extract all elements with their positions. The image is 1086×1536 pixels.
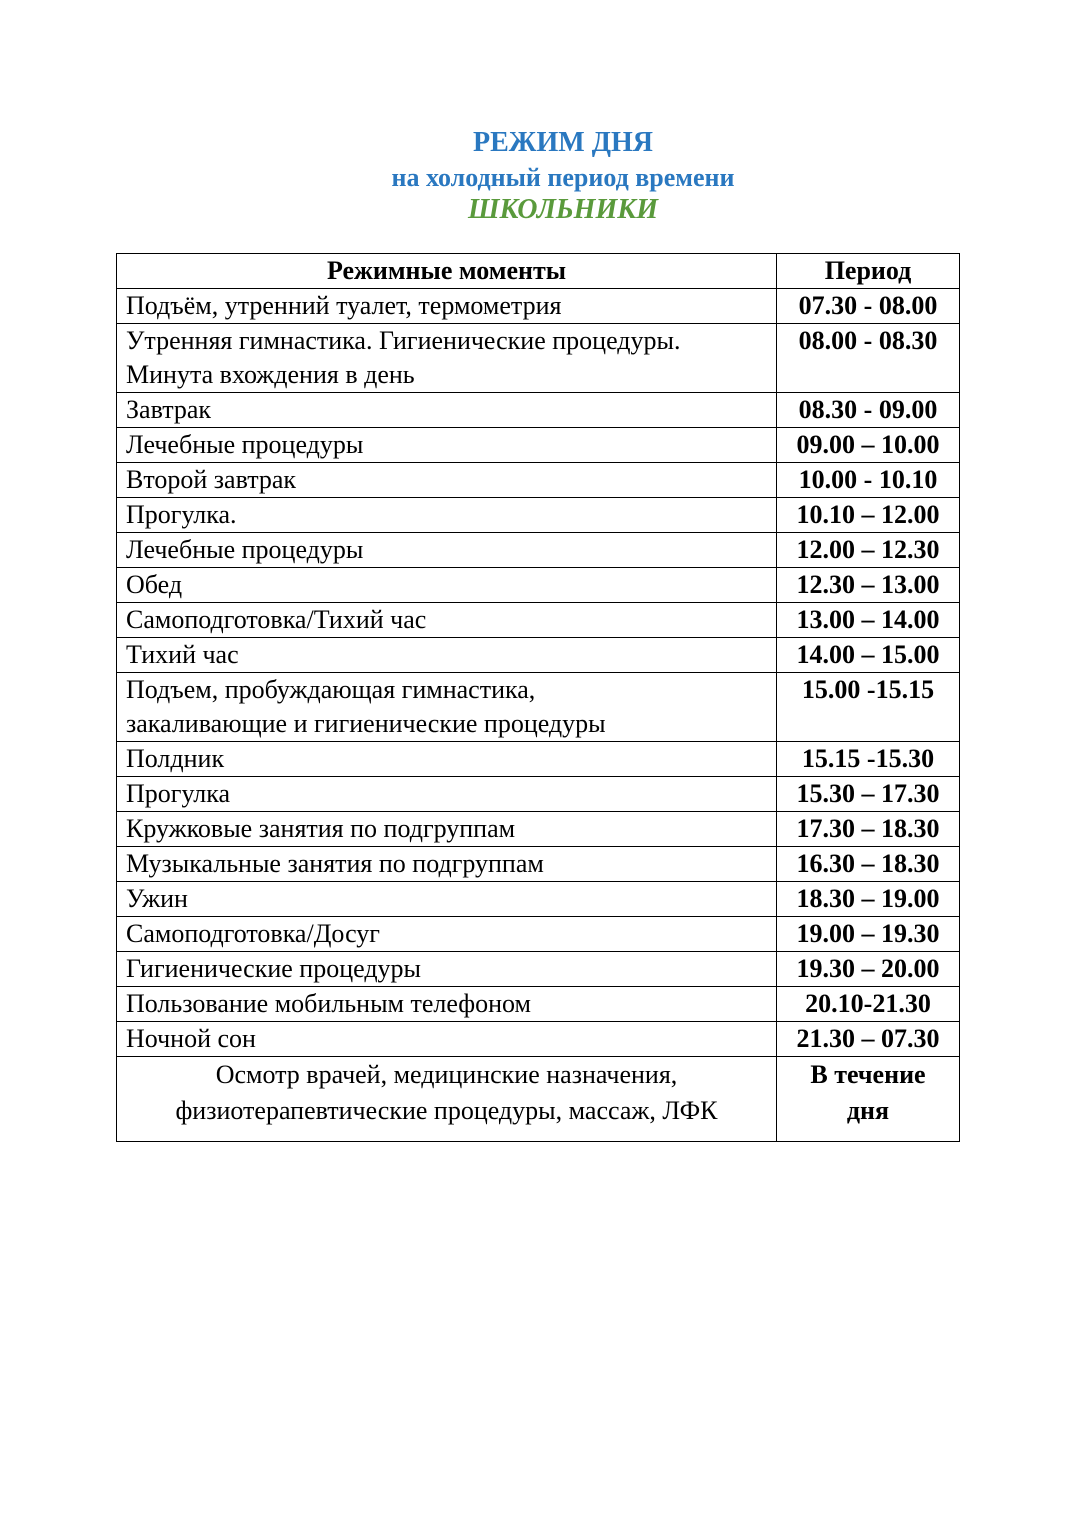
period-cell: 10.10 – 12.00 xyxy=(777,498,960,533)
period-cell: 15.00 -15.15 xyxy=(777,673,960,742)
table-row xyxy=(117,812,960,847)
period-cell: 17.30 – 18.30 xyxy=(777,812,960,847)
page-title: РЕЖИМ ДНЯ xyxy=(473,127,653,158)
activity-line: Утренняя гимнастика. Гигиенические процедуры. xyxy=(126,326,681,355)
period-cell: 21.30 – 07.30 xyxy=(777,1022,960,1057)
period-cell: 13.00 – 14.00 xyxy=(777,603,960,638)
period-cell: 10.00 - 10.10 xyxy=(777,463,960,498)
activity-cell xyxy=(117,324,777,393)
period-cell: 12.00 – 12.30 xyxy=(777,533,960,568)
period-cell: 15.15 -15.30 xyxy=(777,742,960,777)
activity-cell: Обед xyxy=(117,568,777,603)
period-cell: 14.00 – 15.00 xyxy=(777,638,960,673)
activity-cell: Гигиенические процедуры xyxy=(117,952,777,987)
period-cell: 19.00 – 19.30 xyxy=(777,917,960,952)
activity-line: Подъем, пробуждающая гимнастика, xyxy=(126,675,536,704)
table-row xyxy=(117,568,960,603)
table-row xyxy=(117,603,960,638)
activity-cell: Музыкальные занятия по подгруппам xyxy=(117,847,777,882)
activity-cell: Ночной сон xyxy=(117,1022,777,1057)
table-row xyxy=(117,952,960,987)
activity-cell xyxy=(117,1057,777,1142)
period-line: В течение xyxy=(810,1060,926,1089)
activity-cell: Самоподготовка/Досуг xyxy=(117,917,777,952)
period-cell: 07.30 - 08.00 xyxy=(777,289,960,324)
period-cell: 16.30 – 18.30 xyxy=(777,847,960,882)
table-row xyxy=(117,917,960,952)
period-cell: 08.30 - 09.00 xyxy=(777,393,960,428)
table-row xyxy=(117,742,960,777)
activity-cell: Полдник xyxy=(117,742,777,777)
activity-line: физиотерапевтические процедуры, массаж, ЛФК xyxy=(175,1096,718,1125)
activity-cell xyxy=(117,673,777,742)
period-line: дня xyxy=(846,1096,890,1125)
column-header-activity: Режимные моменты xyxy=(117,254,777,289)
table-row xyxy=(117,673,960,742)
activity-cell: Лечебные процедуры xyxy=(117,533,777,568)
period-cell: 15.30 – 17.30 xyxy=(777,777,960,812)
activity-cell: Прогулка. xyxy=(117,498,777,533)
table-row xyxy=(117,428,960,463)
table-header-row xyxy=(117,254,960,289)
period-cell xyxy=(777,1057,960,1142)
activity-cell: Самоподготовка/Тихий час xyxy=(117,603,777,638)
table-row xyxy=(117,463,960,498)
table-row xyxy=(117,324,960,393)
activity-cell: Лечебные процедуры xyxy=(117,428,777,463)
activity-line: Осмотр врачей, медицинские назначения, xyxy=(215,1060,678,1089)
table-row xyxy=(117,777,960,812)
activity-cell: Прогулка xyxy=(117,777,777,812)
table-row xyxy=(117,533,960,568)
period-cell: 20.10-21.30 xyxy=(777,987,960,1022)
table-row xyxy=(117,498,960,533)
period-cell: 08.00 - 08.30 xyxy=(777,324,960,393)
column-header-period: Период xyxy=(777,254,960,289)
activity-line: закаливающие и гигиенические процедуры xyxy=(126,709,606,738)
activity-cell: Подъём, утренний туалет, термометрия xyxy=(117,289,777,324)
period-cell: 09.00 – 10.00 xyxy=(777,428,960,463)
activity-cell: Второй завтрак xyxy=(117,463,777,498)
activity-cell: Тихий час xyxy=(117,638,777,673)
table-row xyxy=(117,638,960,673)
period-cell: 18.30 – 19.00 xyxy=(777,882,960,917)
table-row xyxy=(117,882,960,917)
activity-cell: Завтрак xyxy=(117,393,777,428)
table-row xyxy=(117,847,960,882)
page-subtitle: на холодный период времени xyxy=(391,163,735,192)
table-row xyxy=(117,987,960,1022)
schedule-table xyxy=(116,253,960,1142)
activity-line: Минута вхождения в день xyxy=(126,360,415,389)
activity-cell: Кружковые занятия по подгруппам xyxy=(117,812,777,847)
table-row xyxy=(117,393,960,428)
table-row xyxy=(117,1022,960,1057)
target-group-label: ШКОЛЬНИКИ xyxy=(467,194,658,225)
activity-cell: Ужин xyxy=(117,882,777,917)
activity-cell: Пользование мобильным телефоном xyxy=(117,987,777,1022)
table-row xyxy=(117,1057,960,1142)
period-cell: 12.30 – 13.00 xyxy=(777,568,960,603)
period-cell: 19.30 – 20.00 xyxy=(777,952,960,987)
table-row xyxy=(117,289,960,324)
